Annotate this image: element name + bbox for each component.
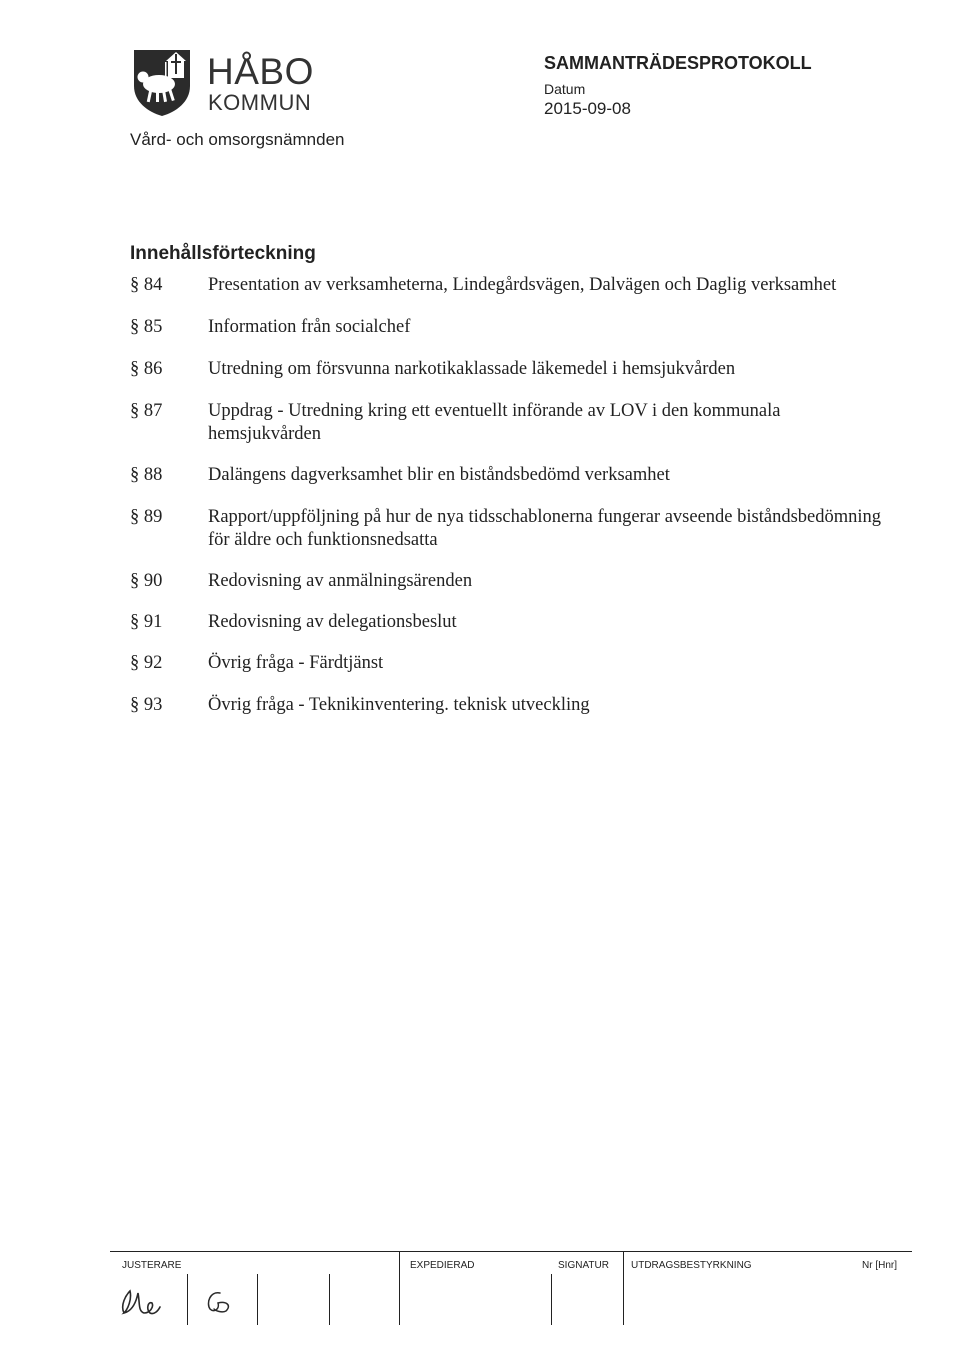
toc-item-title: Redovisning av anmälningsärenden: [208, 571, 473, 591]
document-type: SAMMANTRÄDESPROTOKOLL: [544, 53, 812, 73]
utdragsbestyrkning-label: UTDRAGSBESTYRKNING: [631, 1260, 752, 1271]
toc-item-number: § 85: [130, 317, 163, 337]
toc-item-number: § 86: [130, 359, 163, 379]
column-divider: [623, 1251, 624, 1325]
date-value: 2015-09-08: [544, 99, 631, 118]
municipal-coat-of-arms-icon: [132, 48, 192, 118]
brand-name: HÅBO: [207, 51, 314, 92]
expedierad-label: EXPEDIERAD: [410, 1260, 475, 1271]
toc-item-number: § 91: [130, 612, 163, 632]
date-label: Datum: [544, 81, 586, 97]
toc-item-title: Uppdrag - Utredning kring ett eventuellt införande av LOV i den kommunala hemsjukvården: [208, 401, 781, 444]
toc-heading: Innehållsförteckning: [130, 243, 316, 264]
nr-label: Nr [Hnr]: [862, 1260, 897, 1271]
toc-item-title: Information från socialchef: [208, 317, 411, 337]
toc-item-number: § 93: [130, 695, 163, 715]
justerare-label: JUSTERARE: [122, 1260, 182, 1271]
toc-item-number: § 84: [130, 275, 163, 295]
signature-slot-divider: [551, 1274, 552, 1325]
brand-subtitle: KOMMUN: [208, 90, 312, 115]
department-name: Vård- och omsorgsnämnden: [130, 130, 345, 149]
footer-rule: [110, 1251, 912, 1252]
toc-item-title: Utredning om försvunna narkotikaklassade läkemedel i hemsjukvården: [208, 359, 736, 379]
handwritten-initials: [110, 1269, 390, 1325]
toc-item-number: § 88: [130, 465, 163, 485]
toc-item-title: Övrig fråga - Teknikinventering. teknisk utveckling: [208, 695, 590, 715]
signatur-label: SIGNATUR: [558, 1260, 609, 1271]
toc-item-title: Övrig fråga - Färdtjänst: [208, 653, 384, 673]
toc-item-title: Presentation av verksamheterna, Lindegårdsvägen, Dalvägen och Daglig verksamhet: [208, 275, 837, 295]
toc-item-title: Dalängens dagverksamhet blir en biståndsbedömd verksamhet: [208, 465, 670, 485]
toc-item-title: Rapport/uppföljning på hur de nya tidsschablonerna fungerar avseende biståndsbedömning för äldre och funktionsnedsatta: [208, 507, 882, 550]
toc-item-number: § 87: [130, 401, 163, 421]
toc-item-number: § 90: [130, 571, 163, 591]
toc-item-number: § 92: [130, 653, 163, 673]
toc-item-number: § 89: [130, 507, 163, 527]
toc-item-title: Redovisning av delegationsbeslut: [208, 612, 457, 632]
signature-footer: [110, 1251, 912, 1325]
column-divider: [399, 1251, 400, 1325]
